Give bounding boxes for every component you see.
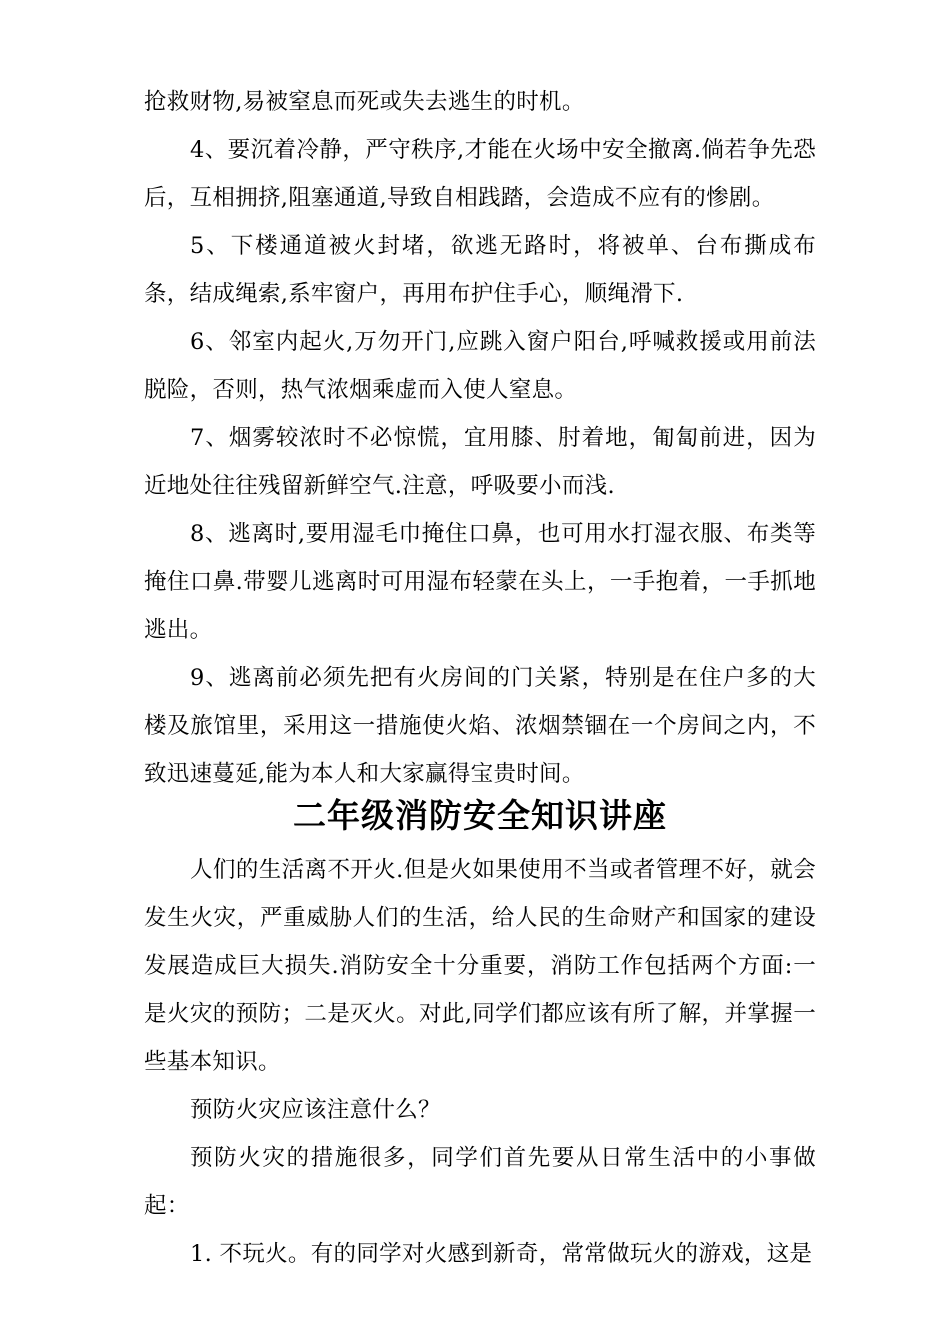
document-title: 二年级消防安全知识讲座 [293,796,667,835]
paragraph-list-item-1: 1. 不玩火。有的同学对火感到新奇，常常做玩火的游戏，这是 [190,1241,813,1267]
paragraph-intro: 人们的生活离不开火.但是火如果使用不当或者管理不好，就会发生火灾，严重威胁人们的生活，给人民的生命财产和国家的建设发展造成巨大损失.消防安全十分重要，消防工作包括两个方面:一是火灾的预防；二是灭火。对此,同学们都应该有所了解，并掌握一些基本知识。 [144,857,816,1075]
paragraph-continuation: 抢救财物,易被窒息而死或失去逃生的时机。 [144,89,585,115]
paragraph-item-7: 7、烟雾较浓时不必惊慌，宜用膝、肘着地，匍匐前进，因为近地处往往残留新鲜空气.注意，呼吸要小而浅. [144,425,816,499]
paragraph-item-8: 8、逃离时,要用湿毛巾掩住口鼻，也可用水打湿衣服、布类等掩住口鼻.带婴儿逃离时可用湿布轻蒙在头上，一手抱着，一手抓地逃出。 [144,521,816,643]
paragraph-question: 预防火灾应该注意什么？ [190,1097,441,1123]
paragraph-item-5: 5、下楼通道被火封堵，欲逃无路时，将被单、台布撕成布条，结成绳索,系牢窗户，再用布护住手心，顺绳滑下. [144,233,816,307]
paragraph-item-4: 4、要沉着冷静，严守秩序,才能在火场中安全撤离.倘若争先恐后，互相拥挤,阻塞通道,导致自相践踏，会造成不应有的惨剧。 [144,137,816,211]
paragraph-measures: 预防火灾的措施很多，同学们首先要从日常生活中的小事做起： [144,1145,816,1219]
document-page [144,78,816,1278]
paragraph-item-6: 6、邻室内起火,万勿开门,应跳入窗户阳台,呼喊救援或用前法脱险，否则，热气浓烟乘虚而入使人窒息。 [144,329,816,403]
paragraph-item-9: 9、逃离前必须先把有火房间的门关紧，特别是在住户多的大楼及旅馆里，采用这一措施使火焰、浓烟禁锢在一个房间之内，不致迅速蔓延,能为本人和大家赢得宝贵时间。 [144,665,816,787]
